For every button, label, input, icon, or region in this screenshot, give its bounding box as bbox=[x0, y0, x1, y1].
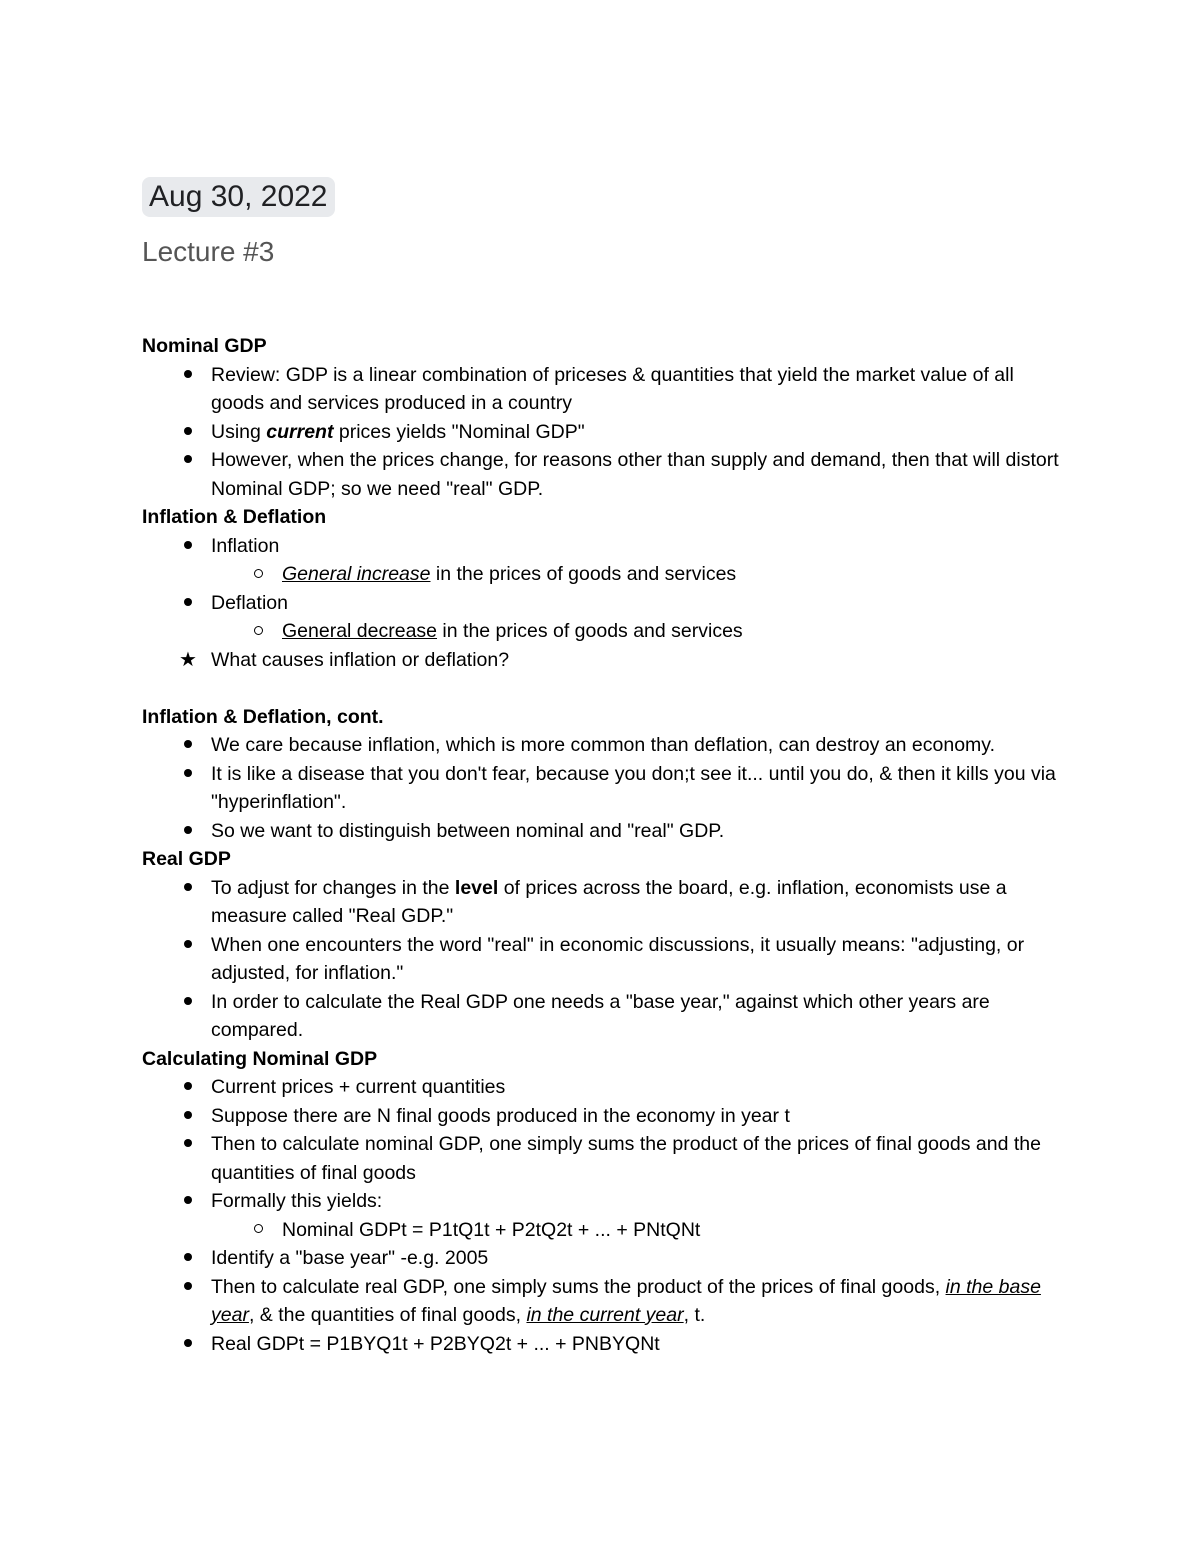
sub-list-item: General increase in the prices of goods and services bbox=[142, 560, 1062, 589]
notes-body bbox=[142, 332, 1062, 1358]
lecture-title: Lecture #3 bbox=[142, 236, 275, 267]
bullet-icon bbox=[178, 532, 198, 561]
heading-real-gdp: Real GDP bbox=[142, 848, 231, 870]
bullet-icon bbox=[178, 931, 198, 960]
list-real-gdp bbox=[142, 874, 1062, 1045]
bullet-icon bbox=[178, 874, 198, 903]
heading-inflation-deflation: Inflation & Deflation bbox=[142, 506, 327, 528]
list-item: To adjust for changes in the level of prices across the board, e.g. inflation, economists use a measure called "Real GDP." bbox=[142, 874, 1062, 931]
bullet-icon bbox=[178, 1102, 198, 1131]
list-item: However, when the prices change, for reasons other than supply and demand, then that will distort Nominal GDP; so we need "real" GDP. bbox=[142, 446, 1062, 503]
list-item: Identify a "base year" -e.g. 2005 bbox=[142, 1244, 1062, 1273]
bullet-icon bbox=[178, 589, 198, 618]
date-chip[interactable]: Aug 30, 2022 bbox=[142, 177, 335, 217]
list-item: Then to calculate real GDP, one simply sums the product of the prices of final goods, in the base year, & the quantities of final goods, in the current year, t. bbox=[142, 1273, 1062, 1330]
bullet-icon bbox=[178, 988, 198, 1017]
list-item: Deflation bbox=[142, 589, 1062, 618]
list-item: Then to calculate nominal GDP, one simply sums the product of the prices of final goods and the quantities of final goods bbox=[142, 1130, 1062, 1187]
heading-calculating-nominal-gdp: Calculating Nominal GDP bbox=[142, 1047, 378, 1070]
bullet-icon bbox=[178, 1187, 198, 1216]
bullet-icon bbox=[178, 731, 198, 760]
bullet-icon bbox=[178, 1244, 198, 1273]
list-item: We care because inflation, which is more common than deflation, can destroy an economy. bbox=[142, 731, 1062, 760]
bullet-icon bbox=[178, 1130, 198, 1159]
list-item: Review: GDP is a linear combination of priceses & quantities that yield the market value of all goods and services produced in a country bbox=[142, 361, 1062, 418]
hollow-bullet-icon bbox=[248, 1216, 268, 1245]
bullet-icon bbox=[178, 418, 198, 447]
list-item: Current prices + current quantities bbox=[142, 1073, 1062, 1102]
list-item: Inflation bbox=[142, 532, 1062, 561]
bullet-icon bbox=[178, 1330, 198, 1359]
star-icon: ★ bbox=[179, 648, 197, 671]
list-item: Suppose there are N final goods produced in the economy in year t bbox=[142, 1102, 1062, 1131]
list-item: When one encounters the word "real" in economic discussions, it usually means: "adjusting, or adjusted, for inflation." bbox=[142, 931, 1062, 988]
bullet-icon bbox=[178, 817, 198, 846]
heading-nominal-gdp: Nominal GDP bbox=[142, 335, 267, 357]
sub-list-item: Nominal GDPt = P1tQ1t + P2tQ2t + ... + PNtQNt bbox=[142, 1216, 1062, 1245]
list-inflation-deflation-cont bbox=[142, 731, 1062, 845]
list-item: ★ What causes inflation or deflation? bbox=[142, 646, 1062, 675]
heading-inflation-deflation-cont: Inflation & Deflation, cont. bbox=[142, 705, 384, 728]
list-inflation-deflation bbox=[142, 532, 1062, 675]
hollow-bullet-icon bbox=[248, 560, 268, 589]
list-calculating-nominal-gdp bbox=[142, 1073, 1062, 1358]
bullet-icon bbox=[178, 1073, 198, 1102]
list-item: In order to calculate the Real GDP one needs a "base year," against which other years are compared. bbox=[142, 988, 1062, 1045]
list-item: Formally this yields: bbox=[142, 1187, 1062, 1216]
hollow-bullet-icon bbox=[248, 617, 268, 646]
bullet-icon bbox=[178, 446, 198, 475]
list-item: So we want to distinguish between nominal and "real" GDP. bbox=[142, 817, 1062, 846]
list-item: It is like a disease that you don't fear, because you don;t see it... until you do, & then it kills you via "hyperinflation". bbox=[142, 760, 1062, 817]
bullet-icon bbox=[178, 760, 198, 789]
bullet-icon bbox=[178, 361, 198, 390]
list-item: Using current prices yields "Nominal GDP" bbox=[142, 418, 1062, 447]
list-item: Real GDPt = P1BYQ1t + P2BYQ2t + ... + PNBYQNt bbox=[142, 1330, 1062, 1359]
list-nominal-gdp bbox=[142, 361, 1062, 504]
bullet-icon bbox=[178, 1273, 198, 1302]
sub-list-item: General decrease in the prices of goods and services bbox=[142, 617, 1062, 646]
